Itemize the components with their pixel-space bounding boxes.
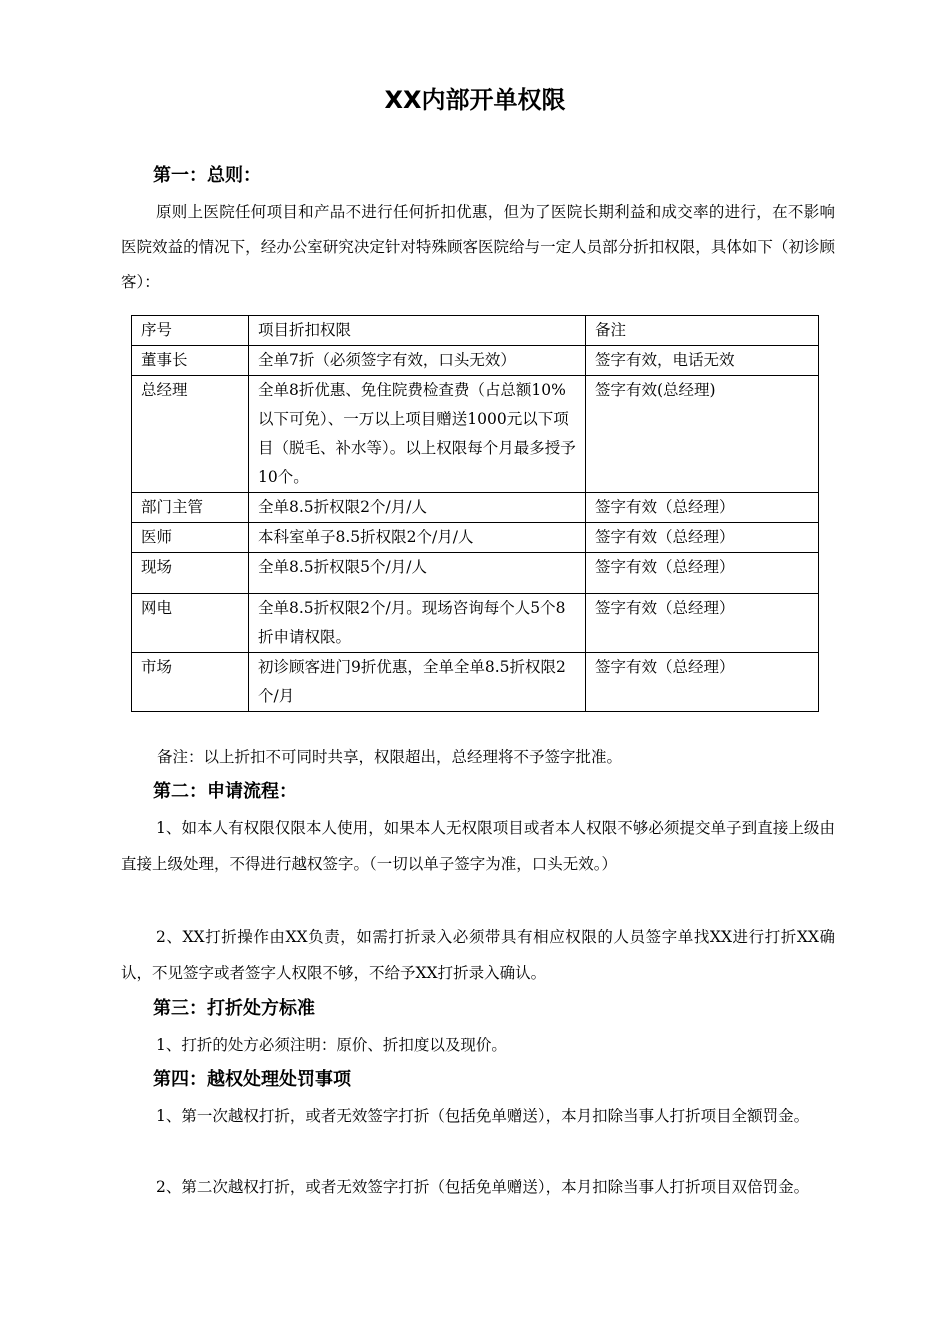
permission-table xyxy=(131,315,819,712)
remark-cell: 签字有效（总经理） xyxy=(586,594,819,653)
role-cell: 部门主管 xyxy=(132,493,249,523)
section-2-paragraph-2: 2、XX打折操作由XX负责，如需打折录入必须带具有相应权限的人员签字单找XX进行打折XX确认，不见签字或者签字人权限不够，不给予XX打折录入确认。 xyxy=(121,928,835,982)
permission-cell: 全单8.5折权限2个/月。现场咨询每个人5个8折申请权限。 xyxy=(249,594,586,653)
table-row xyxy=(132,376,819,493)
table-row xyxy=(132,346,819,376)
table-row xyxy=(132,553,819,594)
section-2-paragraph-1: 1、如本人有权限仅限本人使用，如果本人无权限项目或者本人权限不够必须提交单子到直接上级由直接上级处理，不得进行越权签字。（一切以单子签字为准，口头无效。） xyxy=(121,819,835,873)
section-3-heading: 第三：打折处方标准 xyxy=(153,998,315,1019)
permission-cell: 本科室单子8.5折权限2个/月/人 xyxy=(249,523,586,553)
role-cell: 总经理 xyxy=(132,376,249,493)
permission-cell: 全单7折（必须签字有效，口头无效） xyxy=(249,346,586,376)
section-1-heading: 第一：总则： xyxy=(153,165,261,186)
section-4-paragraph-1: 1、第一次越权打折，或者无效签字打折（包括免单赠送），本月扣除当事人打折项目全额罚金。 xyxy=(156,1107,810,1125)
section-4-paragraph-2: 2、第二次越权打折，或者无效签字打折（包括免单赠送），本月扣除当事人打折项目双倍罚金。 xyxy=(156,1178,810,1196)
table-header-cell: 备注 xyxy=(586,316,819,346)
section-2-heading: 第二：申请流程： xyxy=(153,781,297,802)
remark-cell: 签字有效(总经理) xyxy=(586,376,819,493)
remark-cell: 签字有效（总经理） xyxy=(586,653,819,712)
permission-cell: 全单8.5折权限5个/月/人 xyxy=(249,553,586,594)
table-header-cell: 项目折扣权限 xyxy=(249,316,586,346)
table-row xyxy=(132,594,819,653)
document-title: XX内部开单权限 xyxy=(384,86,566,114)
permission-cell: 全单8折优惠、免住院费检查费（占总额10%以下可免）、一万以上项目赠送1000元以下项目（脱毛、补水等）。以上权限每个月最多授予10个。 xyxy=(249,376,586,493)
role-cell: 现场 xyxy=(132,553,249,594)
remark-cell: 签字有效，电话无效 xyxy=(586,346,819,376)
permission-cell: 初诊顾客进门9折优惠，全单全单8.5折权限2个/月 xyxy=(249,653,586,712)
permission-cell: 全单8.5折权限2个/月/人 xyxy=(249,493,586,523)
table-header-cell: 序号 xyxy=(132,316,249,346)
remark-cell: 签字有效（总经理） xyxy=(586,493,819,523)
role-cell: 董事长 xyxy=(132,346,249,376)
table-note: 备注：以上折扣不可同时共享，权限超出，总经理将不予签字批准。 xyxy=(157,748,623,766)
section-3-paragraph-1: 1、打折的处方必须注明：原价、折扣度以及现价。 xyxy=(156,1036,507,1054)
table-header-row xyxy=(132,316,819,346)
remark-cell: 签字有效（总经理） xyxy=(586,553,819,594)
table-row xyxy=(132,493,819,523)
role-cell: 网电 xyxy=(132,594,249,653)
section-4-heading: 第四：越权处理处罚事项 xyxy=(153,1069,351,1090)
section-1-intro: 原则上医院任何项目和产品不进行任何折扣优惠，但为了医院长期利益和成交率的进行，在不影响医院效益的情况下，经办公室研究决定针对特殊顾客医院给与一定人员部分折扣权限，具体如下（初诊顾客）： xyxy=(121,203,835,291)
table-row xyxy=(132,523,819,553)
remark-cell: 签字有效（总经理） xyxy=(586,523,819,553)
table-row xyxy=(132,653,819,712)
role-cell: 医师 xyxy=(132,523,249,553)
role-cell: 市场 xyxy=(132,653,249,712)
